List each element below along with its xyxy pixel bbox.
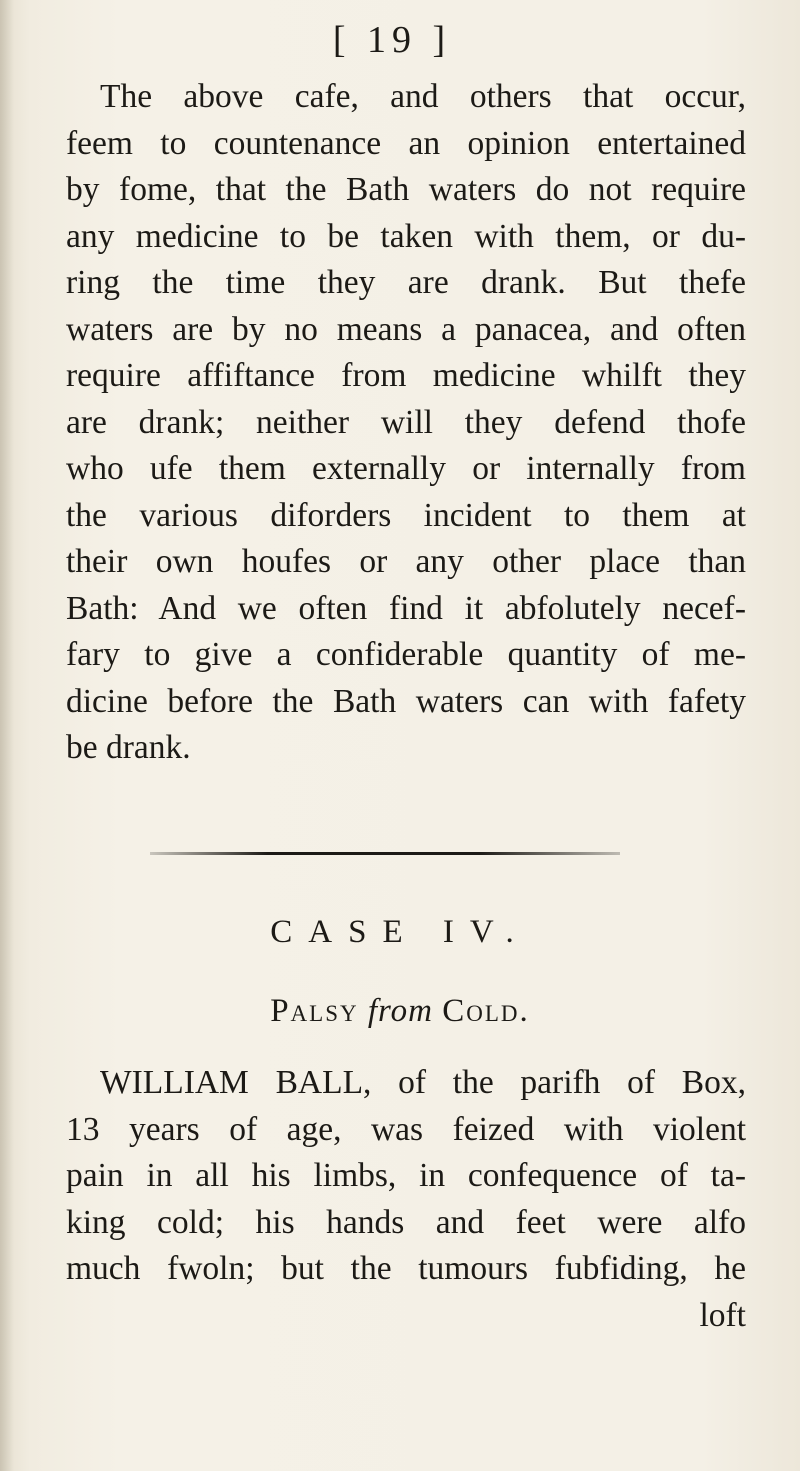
catchword: loft bbox=[699, 1296, 746, 1334]
paragraph-1 bbox=[66, 74, 746, 772]
text-line: ring the time they are drank. But thefe bbox=[66, 264, 746, 301]
case-heading: CASE IV. bbox=[270, 914, 530, 950]
text-line: are drank; neither will they defend thofe bbox=[66, 403, 746, 441]
text-line: the various diforders incident to them at bbox=[66, 496, 746, 534]
paragraph-2 bbox=[66, 1060, 746, 1339]
text-line: The above cafe, and others that occur, bbox=[100, 78, 746, 115]
text-line: who ufe them externally or internally from bbox=[66, 450, 746, 487]
gutter-shadow bbox=[0, 0, 14, 1471]
text-line: 13 years of age, was feized with violent bbox=[66, 1110, 746, 1148]
text-line: king cold; his hands and feet were alfo bbox=[66, 1203, 746, 1241]
text-line: feem to countenance an opinion entertained bbox=[66, 124, 746, 162]
subheading-word: Cold. bbox=[442, 993, 530, 1029]
text-line: Bath: And we often find it abfolutely necef- bbox=[66, 589, 746, 627]
text-line: WILLIAM BALL, of the parifh of Box, bbox=[100, 1064, 746, 1101]
text-line: dicine before the Bath waters can with fafety bbox=[66, 682, 746, 720]
text-line: by fome, that the Bath waters do not require bbox=[66, 171, 746, 208]
subheading-word: from bbox=[367, 993, 433, 1029]
text-line: fary to give a confiderable quantity of me- bbox=[66, 636, 746, 673]
text-line: their own houfes or any other place than bbox=[66, 543, 746, 580]
text-line: be drank. bbox=[66, 729, 191, 766]
page-number: [ 19 ] bbox=[332, 19, 452, 61]
text-line: any medicine to be taken with them, or du- bbox=[66, 217, 746, 255]
case-subheading bbox=[0, 993, 800, 1030]
section-divider-rule bbox=[150, 852, 620, 855]
text-line: pain in all his limbs, in confequence of ta- bbox=[66, 1157, 746, 1194]
subheading-word: Palsy bbox=[270, 993, 359, 1029]
text-line: waters are by no means a panacea, and often bbox=[66, 310, 746, 348]
text-line: much fwoln; but the tumours fubfiding, he bbox=[66, 1250, 746, 1287]
text-line: require affiftance from medicine whilft they bbox=[66, 357, 746, 394]
